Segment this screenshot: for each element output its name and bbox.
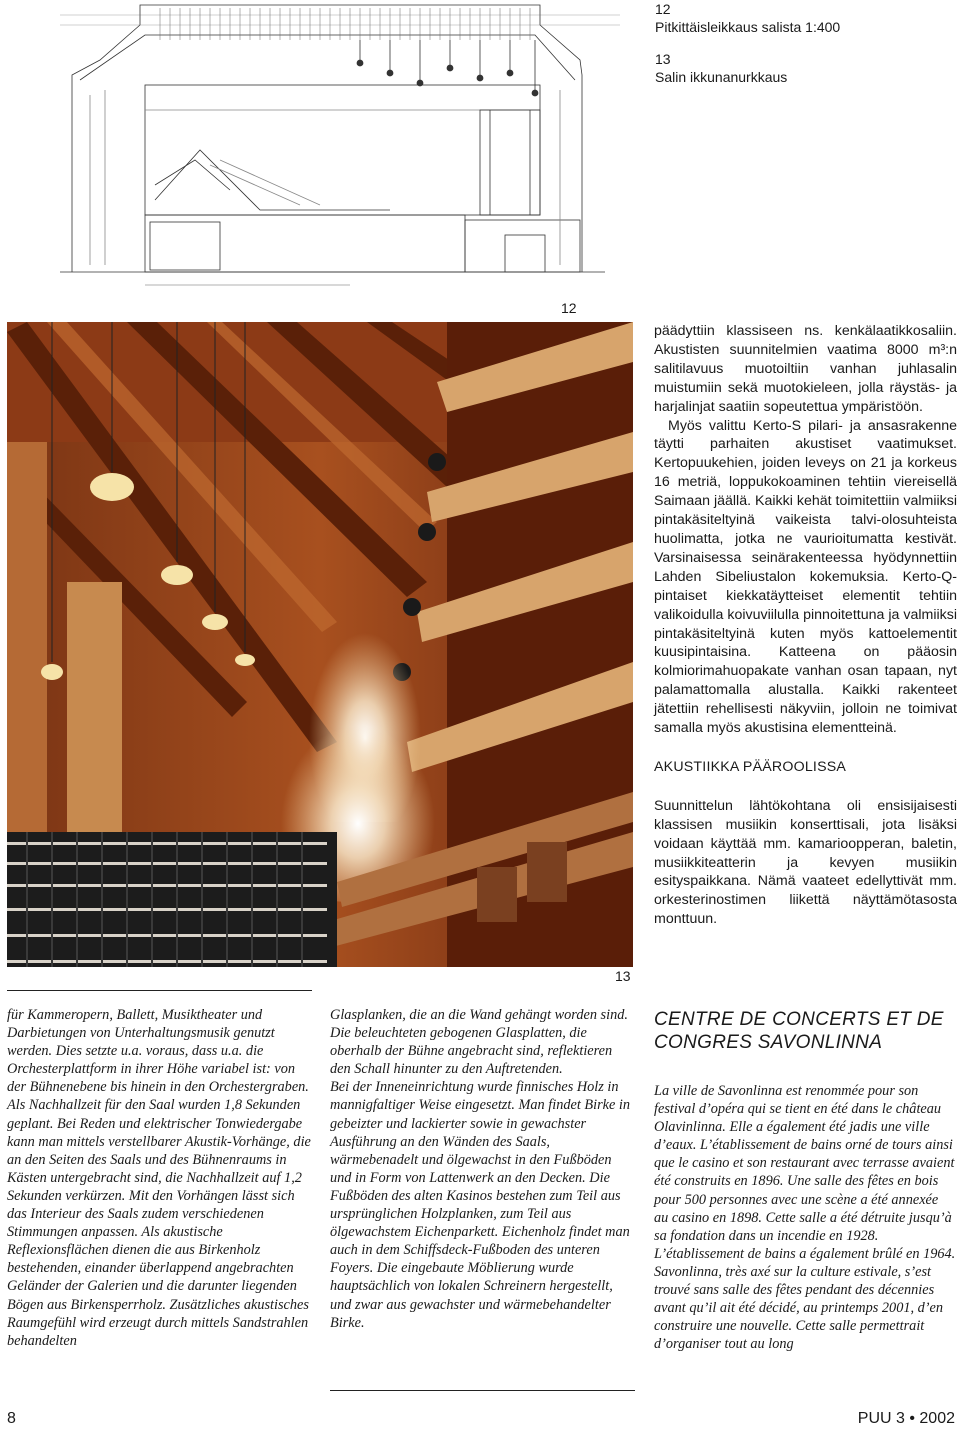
figure-12-label: 12 (561, 300, 577, 316)
finnish-section-heading: AKUSTIIKKA PÄÄROOLISSA (654, 758, 847, 775)
figure-13-label: 13 (615, 968, 631, 984)
magazine-footer: PUU 3 • 2002 (857, 1410, 955, 1427)
caption-figure-12 (655, 0, 840, 36)
section-drawing (60, 0, 620, 295)
rule-left (7, 990, 312, 991)
german-col1-paragraph-1: für Kammeropern, Ballett, Musiktheater und Darbietungen von Unterhaltungsmusik genutzt werden. Dies setzte u.a. voraus, dass u.a. die Orchesterplattform in ihrer Höhe variabel ist: von der Bühnenebene bis hinein in den Orchestergraben. (7, 1007, 309, 1096)
german-column-2 (330, 1006, 635, 1332)
caption-12-text: Pitkittäisleikkaus salista 1:400 (655, 19, 841, 35)
finnish-body-text (654, 322, 957, 929)
french-paragraph-2: Savonlinna, très axé sur la culture estivale, s’est trouvé sans salle des fêtes pendant des décennies avant qu’il ait été décidé, au printemps 2001, d’en construire une nouvelle. Cette salle permettrait d’organiser tout au long (654, 1263, 944, 1353)
caption-figure-13 (655, 50, 787, 86)
finnish-paragraph-1: päädyttiin klassiseen ns. kenkälaatikkosaliin. Akustisten suunnitelmien vaatima 8000 m³:n salitilavuus muotoiltiin vanhan juhlasalin muistumiin sekä muotokieleen, jolla räystäs- ja harjalinjat saatiin sopeutettua ympäristöön. (654, 323, 957, 415)
rule-middle (330, 1390, 635, 1391)
finnish-paragraph-3: Suunnittelun lähtökohtana oli ensisijaisesti klassisen musiikin konserttisali, jota lisäksi voidaan käyttää mm. kamarioopperan, baletin, musiikkiteatterin ja kevyen musiikin esityspaikkana. Nämä vaateet edellyttivät mm. orkesterinostimen liikettä näyttämötasosta monttuun. (654, 797, 957, 928)
french-body-text (654, 1082, 956, 1353)
page-number: 8 (7, 1410, 16, 1427)
german-col1-paragraph-2: Als Nachhallzeit für den Saal wurden 1,8 Sekunden geplant. Bei Reden und elektrischer Tonwiedergabe kann man mittels verstellbarer Akustik-Vorhänge, die an den Seiten des Saals und des Bühnenraums in Kästen untergebracht sind, die Nachhallzeit auf 1,2 Sekunden verkürzen. Mit den Vorhängen lässt sich das Interieur des Saals zudem verschiedenen Stimmungen anpassen. Als akustische Reflexionsflächen dienen die aus Birkenholz bestehenden, einander überlappend angebrachten Geländer der Galerien und die darunter liegenden Bögen aus Birkensperrholz. Zusätzliches akustisches Raumgefühl wird erzeugt durch mittels Sandstrahlen behandelten (7, 1097, 311, 1349)
german-column-1 (7, 1006, 312, 1350)
caption-13-number: 13 (655, 51, 671, 67)
finnish-paragraph-2: Myös valittu Kerto-S pilari- ja ansasrakenne täytti parhaiten akustiset vaatimukset. Kertopuukehien, joiden leveys on 21 ja korkeus 16 metriä, loppukokoaminen tehtiin viereisellä Saimaan jäällä. Kaikki kehät toimitettiin valmiiksi pintakäsiteltyinä vaikeista talvi-olosuhteista huolimatta, jotka ne vaurioitumatta kestivät. Varsinaisessa seinärakenteessa hyödynnettiin Lahden Sibeliustalon kokemuksia. Kerto-Q-pintaiset kiekkatäytteiset elementit tehtiin valikoidulla koivuviilulla pinnoitettuna ja valmiiksi pintakäsiteltyinä kuten myös kattoelementit kuusipintaisina. Katteena on pääosin kolmiorimahuopakate vanhan osan tapaan, nyt palamattomalla alustalla. Kaikki rakenteet jätettiin rehellisesti näkyviin, jolloin ne toimivat samalla myös akustisina elementteinä. (654, 417, 957, 737)
french-title: CENTRE DE CONCERTS ET DE CONGRES SAVONLINNA (654, 1009, 944, 1053)
german-col2-paragraph-1: Glasplanken, die an die Wand gehängt worden sind. Die beleuchteten gebogenen Glasplatten, die oberhalb der Bühne angebracht sind, reflektieren den Schall hinunter zu den Auftretenden. (330, 1007, 628, 1078)
german-col2-paragraph-2: Bei der Inneneinrichtung wurde finnisches Holz in mannigfaltiger Weise eingesetzt. Man findet Birke in gebeizter und lackierter sowie in gewachster Ausführung an den Wänden des Saals, wärmebenadelt und ölgewachst in den Fußböden und in Form von Lattenwerk an den Decken. Die Fußböden des alten Kasinos bestehen zum Teil aus ursprünglichen Holzplanken, zum Teil aus ölgewachstem Eichenparkett. Eichenholz findet man auch in dem Schiffsdeck-Fußboden des unteren Foyers. Die eingebaute Möblierung wurde hauptsächlich von lokalen Schreinern hergestellt, und zwar aus gewachster und wärmebehandelter Birke. (330, 1079, 631, 1331)
french-paragraph-1: La ville de Savonlinna est renommée pour son festival d’opéra qui se tient en été dans le château Olavinlinna. Elle a également été jadis une ville d’eaux. L’établissement de bains orné de tours ainsi que le casino et son restaurant avec terrasse avaient été construits en 1896. Une salle des fêtes en bois pour 500 personnes avec une scène a été annexée au casino en 1898. Cette salle a été détruite jusqu’à sa fondation dans un incendie en 1928. L’établissement de bains a également brûlé en 1964. (654, 1083, 956, 1262)
caption-12-number: 12 (655, 1, 671, 17)
concert-hall-photo (7, 322, 633, 967)
caption-13-text: Salin ikkunanurkkaus (655, 69, 788, 85)
